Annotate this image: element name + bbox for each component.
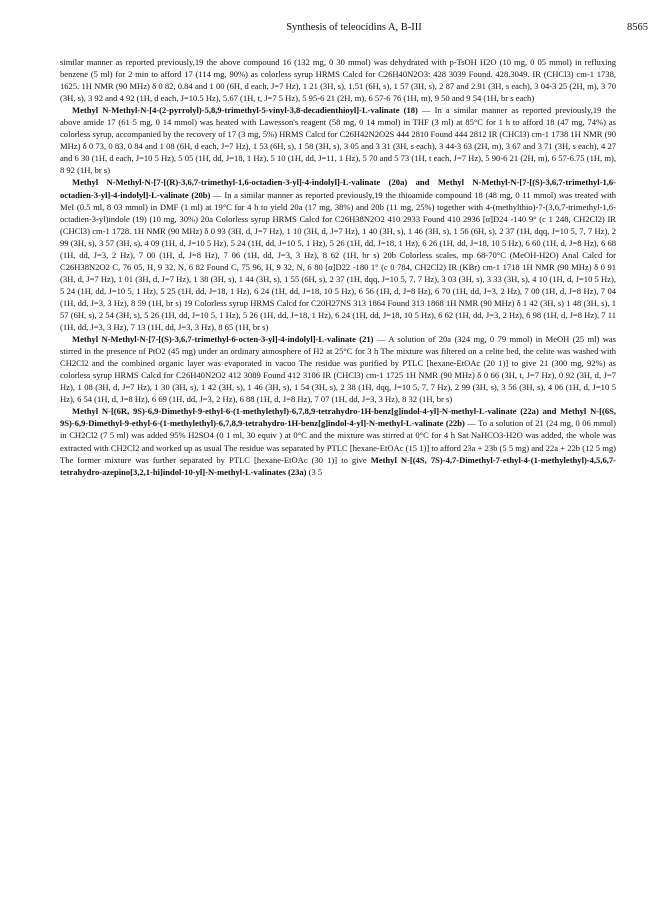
paragraph-tail-text: (3 5 [306,466,323,477]
compound-heading: Methyl N-[(6R, 9S)-6,9-Dimethyl-9-ethyl-6-(1-methylethyl)-6,7,8,9-tetrahydro-1H-benz[g]indol-4-yl]-N-methyl-L-valinate (22a) and Methyl N-[(6S, 9S)-6,9-Dimethyl-9-ethyl-6-(1-methylethyl)-6,7,8,9-tetrahydro-1H-benz[g]indol-4-yl]-N-methyl-L-valinate (22b) [60,406,616,429]
paragraph-text: — In a similar manner as reported previously,19 the thioamide compound 18 (48 mg, 0 11 mmol) was treated with MeI (0.5 ml, 8 03 mmol) in DMF (1 ml) at 19°C for 4 h to yield 20a (17 mg, 38%) and 20b (11 mg, 25%) together with 4-(methylthio)-7-(3,6,7-trimethyl-1,6-octadien-3-yl)indole (19) (10 mg, 30%) 20a Colorless syrup HRMS Calcd for C26H38N2O2 410 2933 Found 410 2936 [α]D24 -140 9° (c 1 248, CH2Cl2) IR (CHCl3) cm-1 1728. 1H NMR (90 MHz) δ 0 93 (3H, d, J=7 Hz), 1 10 (3H, d, J=7 Hz), 1 40 (3H, s), 1 46 (3H, s), 1 56 (6H, s), 2 37 (1H, dqq, J=10 5, 7, 7 Hz), 2 99 (3H, s), 3 57 (3H, s), 4 09 (1H, d, J=10 5 Hz), 5 24 (1H, dd, J=10 5, 1 Hz), 5 26 (1H, dd, J=18, 1 Hz), 6 26 (1H, dd, J=18, 10 5 Hz), 6 60 (1H, d, J=8 Hz), 6 68 (1H, dd, J=3, 2 Hz), 7 00 (1H, d, J=8 Hz), 7 06 (1H, dd, J=3, 3 Hz), 8 62 (1H, br s) 20b Colorless scales, mp 68-70°C (MeOH-H2O) Anal Calcd for C26H38N2O2 C, 76 05, H, 9 32, N, 6 82 Found C, 75 96, H, 9 32, N, 6 80 [α]D22 -180 1° (c 0 784, CH2Cl2) IR (KBr) cm-1 1718 1H NMR (90 MHz) δ 0 91 (3H, d, J=7 Hz), 1 01 (3H, d, J=7 Hz), 1 38 (3H, s), 1 44 (3H, s), 1 55 (6H, s), 2 37 (1H, dqq, J=10 5, 7, 7 Hz), 3 03 (3H, s), 3 33 (3H, s), 4 10 (1H, d, J=10 5 Hz), 5 24 (1H, dd, J=10 5, 1 Hz), 5 25 (1H, dd, J=18, 1 Hz), 6 24 (1H, dd, J=18, 10 5 Hz), 6 56 (1H, d, J=8 Hz), 6 70 (1H, dd, J=3, 2 Hz), 7 00 (1H, d, J=8 Hz), 7 04 (1H, dd, J=3, 3 Hz), 8 59 (1H, br s) 19 Colorless syrup HRMS Calcd for C20H27NS 313 1864 Found 313 1868 1H NMR (90 MHz) δ 1 42 (3H, s) 1 48 (3H, s), 1 57 (6H, s), 2 54 (3H, s), 5 26 (1H, dd, J=10 5, 1 Hz), 5 26 (1H, dd, J=18, 1 Hz), 6 24 (1H, dd, J=18, 10 5 Hz), 6 62 (1H, dd, J=3, 2 Hz), 6 98 (1H, d, J=8 Hz), 7 11 (1H, dd, J=3, 3 Hz), 7 13 (1H, dd, J=3, 3 Hz), 8 65 (1H, br s) [60,189,616,333]
paragraph-text: — A solution of 20a (324 mg, 0 79 mmol) in MeOH (25 ml) was stirred in the presence of PtO2 (45 mg) under an ordinary atmosphere of H2 at 25°C for 3 h The mixture was filtered on a celite bed, the celite was washed with CH2Cl2 and the combined organic layer was evaporated in vacuo The residue was purified by PTLC [hexane-EtOAc (20 1)] to give 21 (300 mg, 92%) as colorless syrup HRMS Calcd for C26H40N2O2 412 3089 Found 412 3106 IR (CHCl3) cm-1 1725 1H NMR (90 MHz) δ 0 66 (3H, t, J=7 Hz), 0 92 (3H, d, J=7 Hz), 1 08 (3H, d, J=7 Hz), 1 30 (3H, s), 1 42 (3H, s), 1 46 (3H, s), 1 54 (3H, s), 2 38 (1H, dqq, J=10 5, 7, 7 Hz), 2 99 (3H, s), 3 56 (3H, s), 4 06 (1H, d, J=10 5 Hz), 6 54 (1H, d, J=8 Hz), 6 69 (1H, dd, J=3, 2 Hz), 6 88 (1H, d, J=8 Hz), 7 07 (1H, dd, J=3, 3 Hz), 8 32 (1H, br s) [60,334,616,405]
paragraph-compound-17 [60,56,616,104]
running-title: Synthesis of teleocidins A, B-III [286,22,422,33]
experimental-section [60,56,616,478]
compound-heading: Methyl N-Methyl-N-[4-(2-pyrrolyl)-5,8,9-trimethyl-5-vinyl-3,8-decadienthioyl]-L-valinate (18) [72,105,418,116]
compound-heading: Methyl N-Methyl-N-[7-[(R)-3,6,7-trimethyl-1,6-octadien-3-yl]-4-indolyl]-L-valinate (20a) and Methyl N-Methyl-N-[7-[(S)-3,6,7-trimethyl-1,6-octadien-3-yl]-4-indolyl]-L-valinate (20b) [60,177,616,200]
compound-heading-23a: Methyl N-[(4S, 7S)-4,7-Dimethyl-7-ethyl-4-(1-methylethyl)-4,5,6,7-tetrahydro-azepino[3,2,1-hi]indol-10-yl]-N-methyl-L-valinates (23a) [60,454,616,477]
paragraph-compounds-20a-20b [60,176,616,333]
compound-heading: Methyl N-Methyl-N-[7-[(S)-3,6,7-trimethyl-6-octen-3-yl]-4-indolyl]-L-valinate (21) [72,334,374,345]
page-header [60,22,648,38]
paragraph-compound-18 [60,104,616,176]
paragraph-compound-21 [60,333,616,405]
paragraph-text: — To a solution of 21 (24 mg, 0 06 mmol) in CH2Cl2 (7 5 ml) was added 95% H2SO4 (0 1 ml, 30 equiv ) at 0°C and the mixture was stirred at 0°C for 4 h Sat NaHCO3-H2O was added, the whole was extracted with CH2Cl2 and worked up as usual The residue was separated by PTLC [hexane-EtOAc (15 1)] to afford 23a + 23b (5 5 mg) and 22a + 22b (12 5 mg) The former mixture was further separated by PTLC [hexane-EtOAc (30 1)] to give [60,418,616,465]
page-number: 8565 [627,22,648,33]
paragraph-text: — In a similar manner as reported previously,19 the above amide 17 (61 5 mg, 0 14 mmol) was heated with Lawesson's reagent (58 mg, 0 14 mmol) in THF (3 ml) at 85°C for 1 h to afford 18 (47 mg, 74%) as colorless syrup, accompanied by the recovery of 17 (3 mg, 5%) HRMS Calcd for C26H42N2O2S 444 2810 Found 444 2812 IR (CHCl3) cm-1 1738 1H NMR (90 MHz) δ 0 73, 0 83, 0 84 and 1 08 (6H, d each, J=7 Hz), 1 53 (6H, s), 1 58 (3H, s), 3 05 and 3 31 (3H, s each), 3 44-3 63 (2H, m), 3 67 and 3 71 (3H, s each), 4 27 and 6 30 (1H, d each, J=10 5 Hz), 5 05 (1H, dd, J=18, 1 Hz), 5 10 (1H, dd, J=11, 1 Hz), 5 70 and 5 73 (1H, t each, J=7 Hz), 5 90-6 21 (2H, m), 6 57-6.75 (1H, m), 8 92 (1H, br s) [60,105,616,176]
paragraph-text: similar manner as reported previously,19 the above compound 16 (132 mg, 0 30 mmol) was dehydrated with p-TsOH H2O (10 mg, 0 05 mmol) in refluxing benzene (5 ml) for 2 min to afford 17 (114 mg, 90%) as colorless syrup HRMS Calcd for C26H40N2O3: 428 3039 Found. 428.3049. IR (CHCl3) cm-1 1738, 1625. 1H NMR (90 MHz) δ 0 82, 0.84 and 1 00 (6H, d each, J=7 Hz), 1 21 (3H, s), 1.51 (6H, s), 1 57 (3H, s), 2 87 and 2.91 (3H, s each), 3 04-3 25 (2H, m), 3 70 (3H, s), 3 92 and 4 92 (1H, d each, J=10.5 Hz), 5.67 (1H, t, J=7 5 Hz), 5 95-6 21 (2H, m), 6 57-6 76 (1H, m), 9 50 and 9 54 (1H, br s each) [60,57,616,104]
paragraph-compounds-22a-22b [60,405,616,477]
